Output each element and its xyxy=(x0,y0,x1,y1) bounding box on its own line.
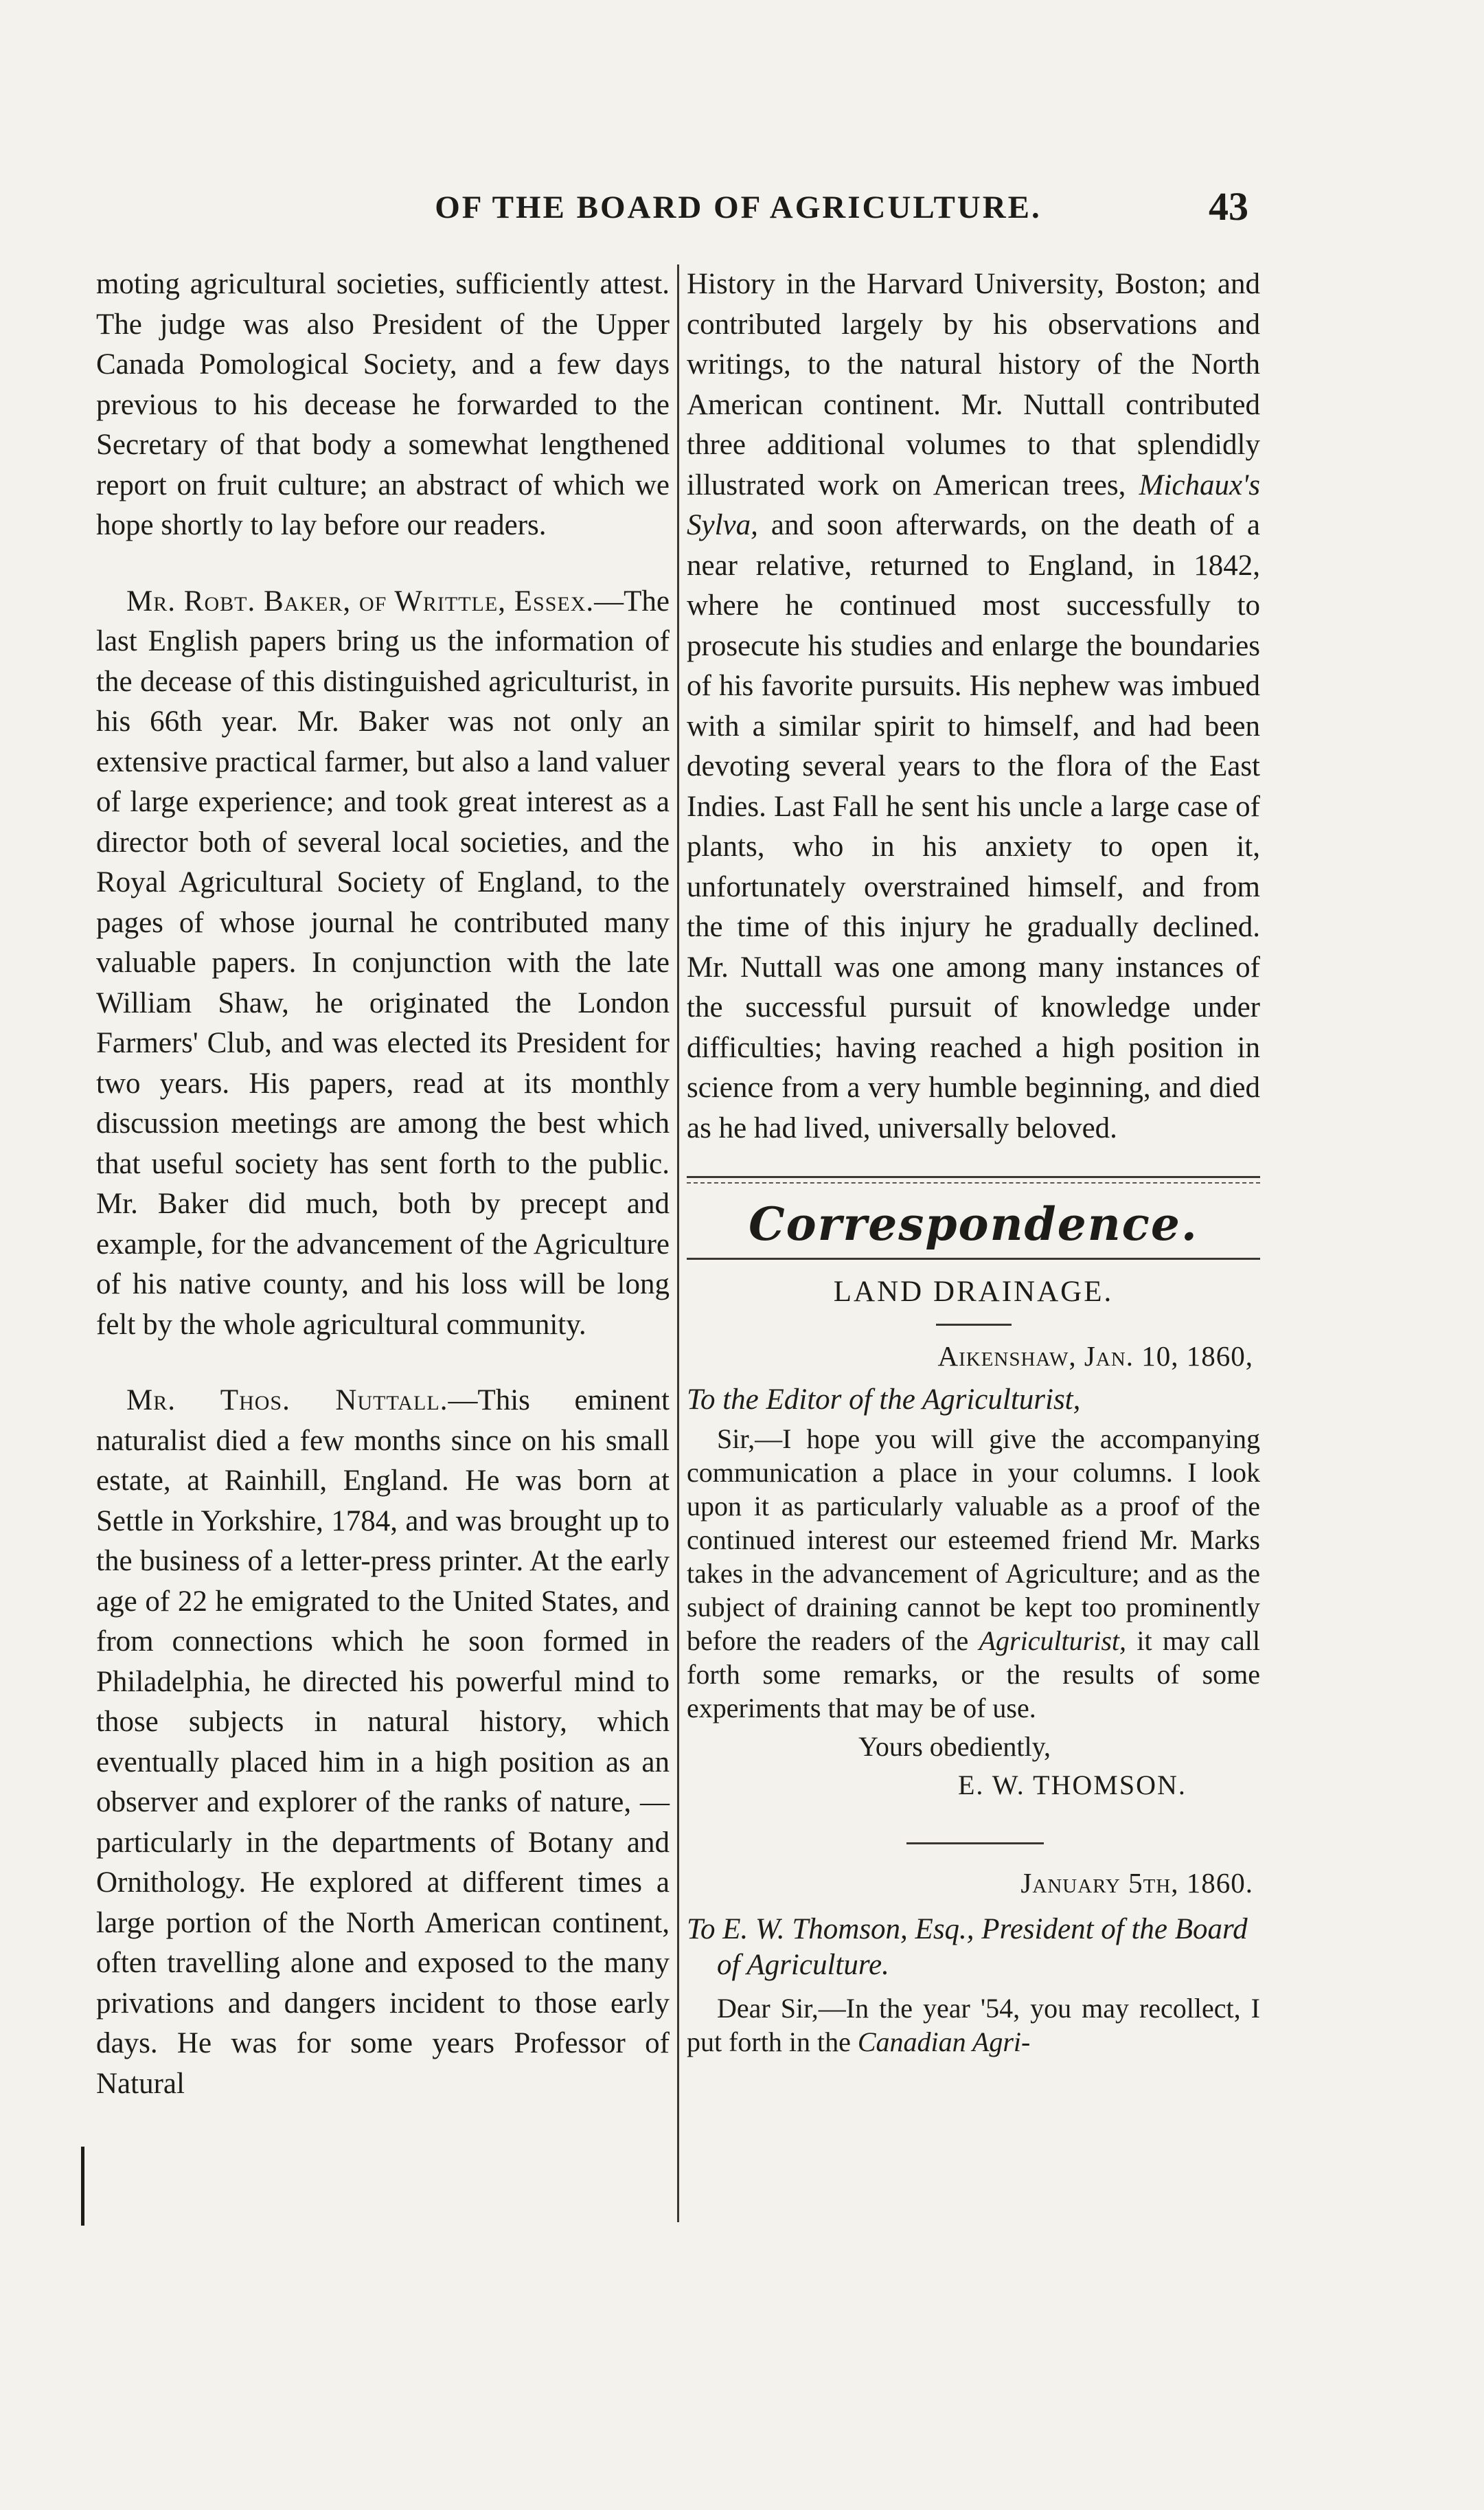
baker-lead: Mr. Robt. Baker, of Writtle, Essex. xyxy=(126,585,595,618)
running-title: OF THE BOARD OF AGRICULTURE. xyxy=(435,190,1042,225)
page-number: 43 xyxy=(1209,184,1248,229)
title-rule xyxy=(936,1324,1012,1326)
letter1-body-b: it may call forth some remarks, or the results of some experiments that may be of use. xyxy=(687,1625,1261,1723)
letter-separator xyxy=(906,1842,1044,1844)
letter1-signature: E. W. THOMSON. xyxy=(958,1770,1187,1800)
letter1-body xyxy=(687,1422,1260,1725)
column-divider xyxy=(677,264,679,2222)
canadian-agriculturist: Canadian Agri- xyxy=(857,2026,1031,2057)
running-head xyxy=(0,184,1484,230)
letter1-salutation: To the Editor of the Agriculturist, xyxy=(687,1383,1081,1416)
section-rule xyxy=(687,1258,1260,1260)
right-column xyxy=(687,264,1260,2215)
article-title: LAND DRAINAGE. xyxy=(833,1276,1114,1308)
letter2-body xyxy=(687,1991,1260,2059)
nuttall-text: —This eminent naturalist died a few months since on his small estate, at Rainhill, England. He was born at Settle in Yorkshire, 1784, and was brought up to the business of a letter-press printer. At the early age of 22 he emigrated to the United States, and from connections which he soon formed in Philadelphia, he directed his powerful mind to those subjects in natural history, which eventually placed him in a high position as an observer and explorer of the ranks of nature, —particularly in the departments of Botany and Ornithology. He explored at different times a large portion of the North American continent, often travelling alone and exposed to the many privations and dangers incident to those early days. He was for some years Professor of Natural xyxy=(96,1384,670,2100)
paragraph-baker xyxy=(96,582,670,1346)
nuttall-continued-a: History in the Harvard University, Boston; and contributed largely by his observations and writings, to the natural history of the North American continent. Mr. Nuttall contributed three additional volumes to that splendidly illustrated work on American trees, xyxy=(687,268,1260,501)
letter2-body-a: Dear Sir,—In the year '54, you may recollect, I put forth in the xyxy=(687,1993,1260,2057)
letter1-dateline: Aikenshaw, Jan. 10, 1860, xyxy=(937,1340,1253,1372)
ornamental-rule xyxy=(687,1176,1260,1184)
baker-text: —The last English papers bring us the information of the decease of this distinguished agriculturist, in his 66th year. Mr. Baker was not only an extensive practical farmer, but also a land valuer of large experience; and took great interest as a director both of several local societies, and the Royal Agricultural Society of England, to the pages of whose journal he contributed many valuable papers. In conjunction with the late William Shaw, he originated the London Farmers' Club, and was elected its President for two years. His papers, read at its monthly discussion meetings are among the best which that useful society has sent forth to the public. Mr. Baker did much, both by precept and example, for the advancement of the Agriculture of his native county, and his loss will be long felt by the whole agricultural community. xyxy=(96,585,670,1341)
paragraph-nuttall xyxy=(96,1381,670,2104)
section-heading: Correspondence. xyxy=(749,1197,1198,1251)
left-column xyxy=(96,264,670,2215)
letter2-salutation: To E. W. Thomson, Esq., President of the Board of Agriculture. xyxy=(687,1913,1248,1981)
michaux-sylva: Michaux's Sylva, xyxy=(687,468,1260,541)
letter1-body-a: Sir,—I hope you will give the accompanying communication a place in your columns. I look upon it as particularly valuable as a proof of the continued interest our esteemed friend Mr. Marks takes in the advancement of Agriculture; and as the subject of draining cannot be kept too prominently before the readers of the xyxy=(687,1423,1260,1656)
letter1-closing: Yours obediently, xyxy=(858,1731,1051,1762)
letter1-agriculturist: Agriculturist, xyxy=(979,1625,1127,1656)
paragraph-judge: moting agricultural societies, sufficiently attest. The judge was also President of the Upper Canada Pomological Society, and a few days previous to his decease he forwarded to the Secretary of that body a somewhat lengthened report on fruit culture; an abstract of which we hope shortly to lay before our readers. xyxy=(96,268,670,541)
nuttall-continued-b: and soon afterwards, on the death of a near relative, returned to England, in 1842, where he continued most successfully to prosecute his studies and enlarge the boundaries of his favorite pursuits. His nephew was imbued with a similar spirit to himself, and had been devoting several years to the flora of the East Indies. Last Fall he sent his uncle a large case of plants, who in his anxiety to open it, unfortunately overstrained himself, and from the time of this injury he gradually declined. Mr. Nuttall was one among many instances of the successful pursuit of knowledge under difficulties; having reached a high position in science from a very humble beginning, and died as he had lived, universally beloved. xyxy=(687,509,1260,1144)
nuttall-lead: Mr. Thos. Nuttall. xyxy=(126,1384,448,1416)
margin-mark xyxy=(81,2147,84,2226)
letter2-dateline: January 5th, 1860. xyxy=(1020,1867,1253,1899)
paragraph-nuttall-continued xyxy=(687,264,1260,1149)
